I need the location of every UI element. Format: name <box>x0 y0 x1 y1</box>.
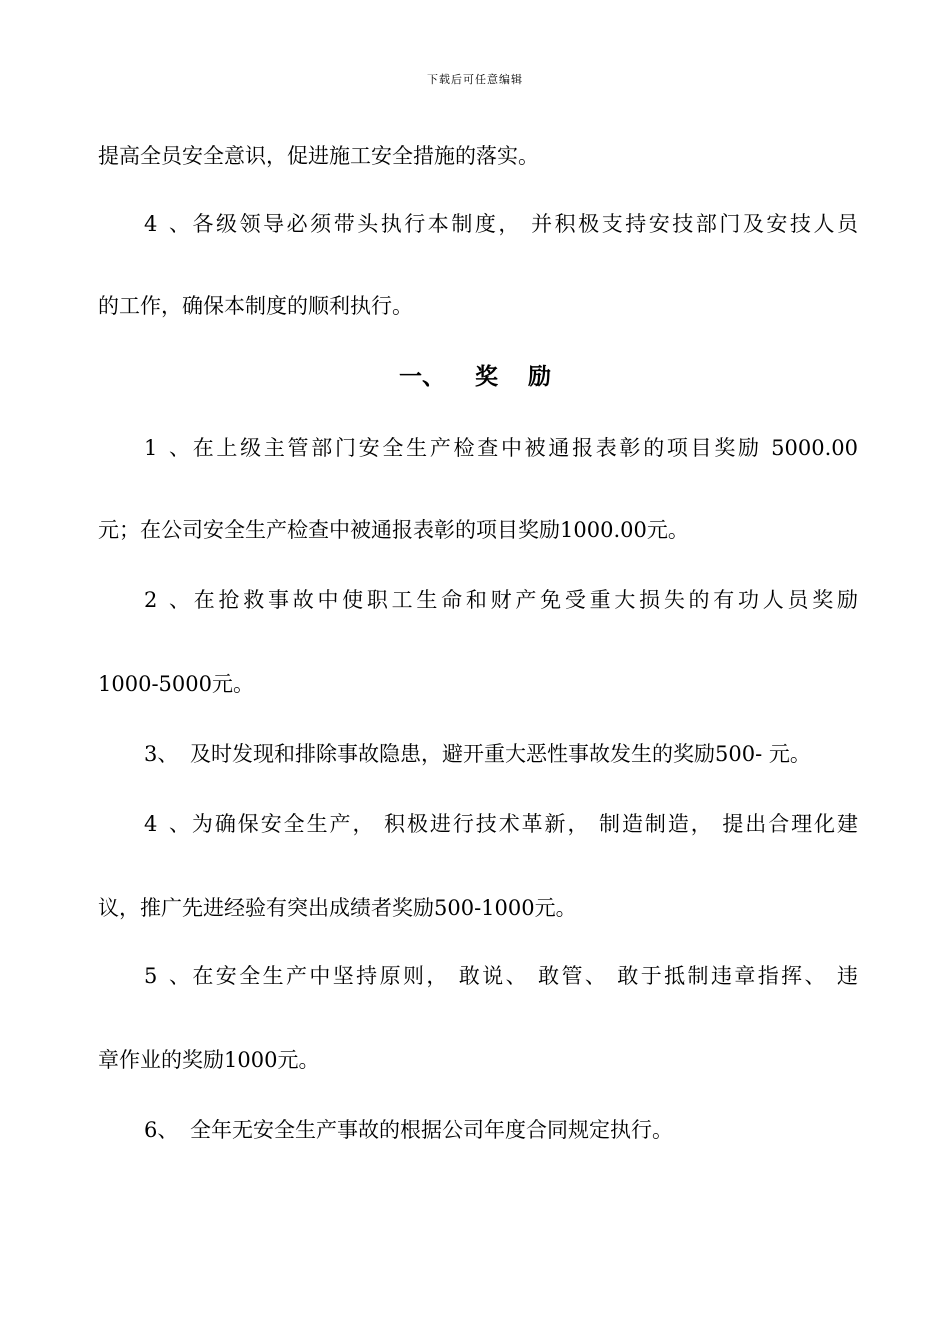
item-number: 6、 <box>144 1118 179 1142</box>
paragraph-4-line-2: 的工作，确保本制度的顺利执行。 <box>98 294 413 318</box>
item-text: 全年无安全生产事故的根据公司年度合同规定执行。 <box>190 1118 673 1142</box>
item-text: 在安全生产中坚持原则， 敢说、 敢管、 敢于抵制违章指挥、 违 <box>190 964 858 988</box>
item-3-line-1 <box>144 740 811 768</box>
item-6-line-1 <box>144 1116 673 1144</box>
item-number: 5、 <box>144 964 190 988</box>
paragraph-line: 提高全员安全意识，促进施工安全措施的落实。 <box>98 144 539 168</box>
item-number: 1、 <box>144 436 190 460</box>
item-1-line-1 <box>144 434 858 462</box>
paragraph-text: 各级领导必须带头执行本制度， 并积极支持安技部门及安技人员 <box>190 212 858 236</box>
item-4-line-2: 议，推广先进经验有突出成绩者奖励500-1000元。 <box>98 896 577 920</box>
item-1-line-2: 元；在公司安全生产检查中被通报表彰的项目奖励1000.00元。 <box>98 518 689 542</box>
item-5-line-2: 章作业的奖励1000元。 <box>98 1048 320 1072</box>
item-text: 在上级主管部门安全生产检查中被通报表彰的项目奖励 5000.00 <box>190 436 858 460</box>
section-title-char: 励 <box>528 363 551 390</box>
item-number: 4、 <box>144 812 190 836</box>
item-number: 3、 <box>144 742 179 766</box>
page-header: 下载后可任意编辑 <box>427 73 523 86</box>
item-text: 为确保安全生产， 积极进行技术革新， 制造制造， 提出合理化建 <box>190 812 858 836</box>
item-number: 2、 <box>144 588 190 612</box>
item-5-line-1 <box>144 962 858 990</box>
item-2-line-2: 1000-5000元。 <box>98 672 254 696</box>
item-number: 4、 <box>144 212 190 236</box>
section-number: 一、 <box>399 363 445 390</box>
paragraph-4-line-1 <box>144 210 858 238</box>
section-heading <box>0 362 950 392</box>
item-4-line-1 <box>144 810 858 838</box>
item-text: 在抢救事故中使职工生命和财产免受重大损失的有功人员奖励 <box>190 588 858 612</box>
item-text: 及时发现和排除事故隐患，避开重大恶性事故发生的奖励500- 元。 <box>190 742 811 766</box>
item-2-line-1 <box>144 586 858 614</box>
section-title-char: 奖 <box>475 363 498 390</box>
